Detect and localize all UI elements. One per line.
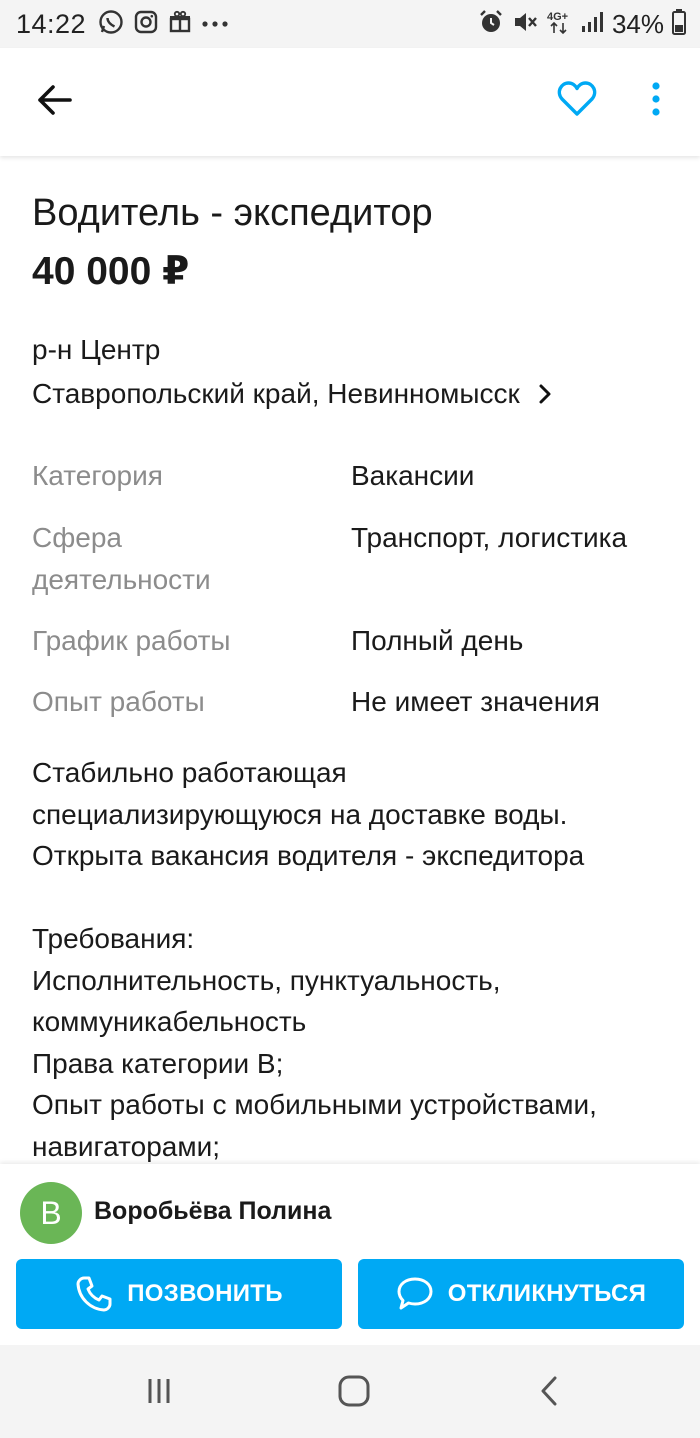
call-button-label: ПОЗВОНИТЬ <box>127 1280 283 1307</box>
seller-avatar[interactable]: В <box>20 1182 82 1244</box>
description-line: Требования: <box>32 923 195 954</box>
listing-address-link[interactable] <box>32 378 552 410</box>
status-time: 14:22 <box>16 8 87 39</box>
listing-title: Водитель - экспедитор <box>32 192 433 234</box>
gift-icon <box>168 10 192 39</box>
back-button[interactable] <box>30 78 78 126</box>
listing-address: Ставропольский край, Невинномысск <box>32 378 520 409</box>
svg-text:4G+: 4G+ <box>546 10 569 23</box>
description-line: Права категории В; <box>32 1047 284 1079</box>
description-line: коммуникабельность <box>32 1006 307 1037</box>
favorite-button[interactable] <box>552 76 602 126</box>
home-icon <box>337 1374 371 1413</box>
listing-description <box>32 752 682 1164</box>
param-label-category: Категория <box>32 460 163 491</box>
param-value-category: Вакансии <box>351 460 475 491</box>
status-right <box>478 9 686 40</box>
contact-panel <box>0 1164 700 1345</box>
param-value-schedule: Полный день <box>351 625 524 656</box>
listing-price: 40 000 ₽ <box>32 250 190 293</box>
description-line: специализирующуюся на доставке воды. <box>32 798 568 830</box>
mute-icon <box>512 9 538 40</box>
reply-button-label: ОТКЛИКНУТЬСЯ <box>447 1280 647 1307</box>
param-label-field: Сфера деятельности <box>32 522 211 595</box>
arrow-left-icon <box>36 84 72 121</box>
home-button[interactable] <box>332 1371 376 1415</box>
description-line: Открыта вакансия водителя - экспедитора <box>32 840 585 871</box>
chat-bubble-icon <box>396 1276 434 1312</box>
param-label-experience: Опыт работы <box>32 686 205 717</box>
network-type-icon <box>546 9 572 40</box>
system-nav-bar <box>0 1345 700 1438</box>
param-value-experience: Не имеет значения <box>351 686 600 717</box>
description-line: Стабильно работающая <box>32 757 347 788</box>
more-notifications-icon <box>202 15 228 33</box>
description-spacer <box>32 877 682 919</box>
chevron-left-icon <box>538 1375 560 1412</box>
recent-apps-button[interactable] <box>137 1371 181 1415</box>
recent-apps-icon <box>144 1376 174 1411</box>
param-value-field: Транспорт, логистика <box>351 522 628 553</box>
call-button[interactable] <box>16 1259 342 1329</box>
description-line: Опыт работы с мобильными устройствами, <box>32 1089 597 1120</box>
param-label-schedule: График работы <box>32 625 231 656</box>
app-bar <box>0 48 700 156</box>
signal-icon <box>580 10 604 39</box>
more-options-button[interactable] <box>638 76 674 126</box>
status-bar <box>0 0 700 48</box>
battery-icon <box>672 9 686 40</box>
reply-button[interactable] <box>358 1259 684 1329</box>
more-vertical-icon <box>651 82 661 121</box>
seller-name[interactable]: Воробьёва Полина <box>94 1197 332 1225</box>
heart-icon <box>557 81 597 122</box>
battery-percent: 34% <box>611 8 664 39</box>
description-line: навигаторами; <box>32 1130 221 1162</box>
chevron-right-icon <box>538 383 552 405</box>
system-back-button[interactable] <box>527 1371 571 1415</box>
alarm-icon <box>478 9 504 40</box>
whatsapp-icon <box>98 9 124 40</box>
status-left-icons <box>98 9 228 40</box>
phone-icon <box>75 1275 113 1313</box>
listing-content[interactable] <box>0 156 700 1164</box>
instagram-icon <box>134 10 158 39</box>
listing-district: р-н Центр <box>32 334 161 365</box>
description-line: Исполнительность, пунктуальность, <box>32 964 501 996</box>
